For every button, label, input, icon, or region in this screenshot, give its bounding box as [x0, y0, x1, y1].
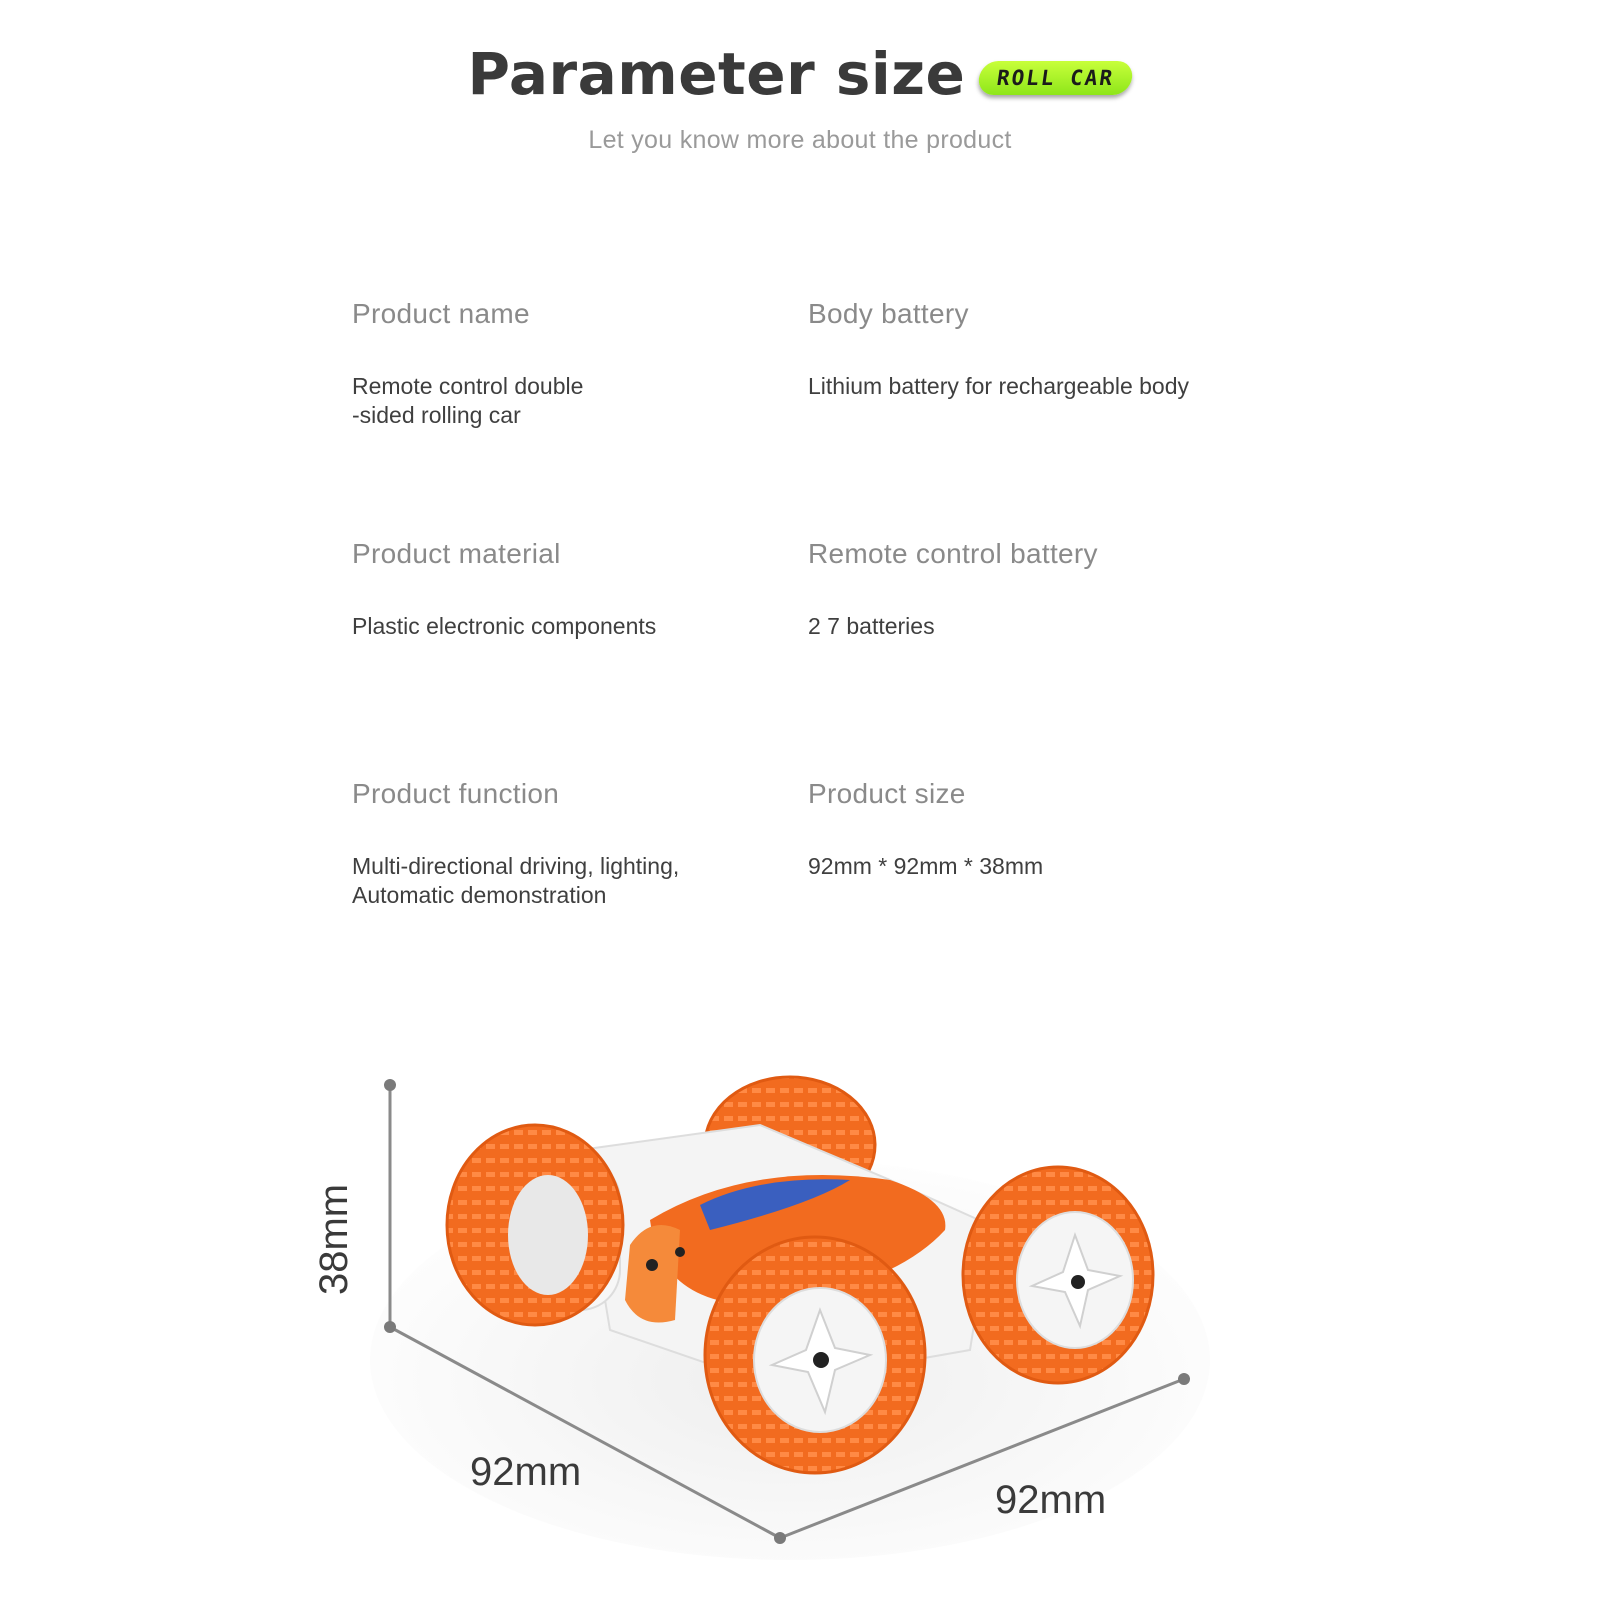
- spec-value: Remote control double -sided rolling car: [352, 373, 584, 428]
- spec-label: Product size: [808, 778, 966, 809]
- product-illustration: [312, 1030, 1250, 1590]
- spec-value: Plastic electronic components: [352, 613, 657, 639]
- dimension-dot: [384, 1321, 396, 1333]
- spec-label: Product function: [352, 778, 560, 809]
- width-dimension-label: 92mm: [995, 1478, 1107, 1522]
- wheel-right: [963, 1167, 1153, 1383]
- page-header: [0, 40, 1600, 155]
- dimension-dot: [1178, 1373, 1190, 1385]
- spec-value: Multi-directional driving, lighting, Automatic demonstration: [352, 853, 680, 908]
- height-dimension-label: 38mm: [312, 1183, 356, 1295]
- page-subtitle: Let you know more about the product: [588, 126, 1012, 154]
- spec-product-function: [352, 778, 822, 910]
- spec-label: Body battery: [808, 298, 969, 329]
- wheel-front-left: [447, 1125, 623, 1325]
- spec-label: Remote control battery: [808, 538, 1098, 569]
- spec-product-name: [352, 298, 822, 430]
- length-dimension-label: 92mm: [470, 1450, 582, 1494]
- spec-label: Product material: [352, 538, 561, 569]
- title-row: [0, 40, 1600, 108]
- spec-remote-battery: [808, 538, 1278, 641]
- spec-product-size: [808, 778, 1278, 881]
- roll-car-badge: ROLL CAR: [977, 61, 1135, 95]
- spec-value: 2 7 batteries: [808, 613, 935, 639]
- car-drawing: [330, 1030, 1250, 1590]
- dimension-dot: [774, 1532, 786, 1544]
- wheel-front-center: [705, 1237, 925, 1473]
- spec-body-battery: [808, 298, 1328, 401]
- spec-value: 92mm * 92mm * 38mm: [808, 853, 1044, 879]
- dimension-dot: [384, 1079, 396, 1091]
- spec-product-material: [352, 538, 822, 641]
- spec-label: Product name: [352, 298, 530, 329]
- page-title: Parameter size: [467, 40, 966, 108]
- spec-value: Lithium battery for rechargeable body: [808, 373, 1189, 399]
